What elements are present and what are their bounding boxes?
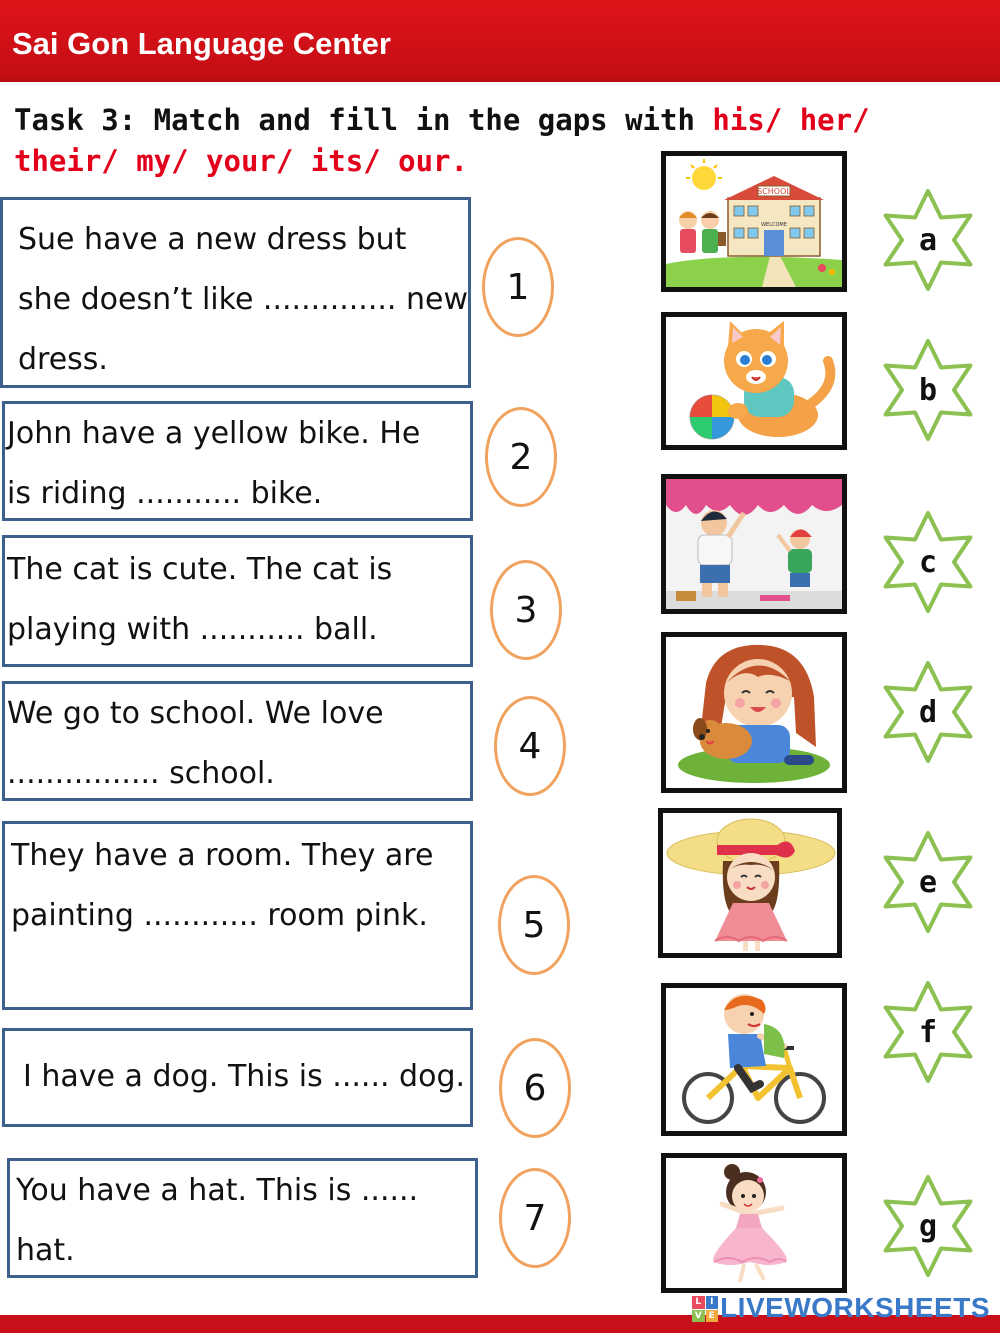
cat-with-ball-picture[interactable] — [661, 312, 847, 450]
sentence-line: We go to school. We love — [7, 696, 384, 731]
sentence-line: dress. — [18, 342, 108, 377]
sentence-line: John have a yellow bike. He — [7, 416, 421, 451]
star-letter-f[interactable] — [876, 980, 980, 1084]
sentence-line: is riding ........... bike. — [7, 476, 323, 511]
letter-label: f — [918, 1014, 938, 1050]
sentence-box-2[interactable] — [2, 401, 473, 521]
girl-with-hat-picture[interactable] — [658, 808, 842, 958]
header-bar — [0, 0, 1000, 78]
sentence-box-5[interactable] — [2, 821, 473, 1010]
sentence-line: You have a hat. This is ...... — [16, 1173, 419, 1208]
svg-text:WELCOME: WELCOME — [761, 222, 787, 228]
letter-label: b — [918, 372, 938, 408]
sentence-line: The cat is cute. The cat is — [7, 552, 393, 587]
sentence-box-3[interactable] — [2, 535, 473, 667]
letter-label: c — [918, 544, 938, 580]
sentence-box-4[interactable] — [2, 681, 473, 801]
letter-label: d — [918, 694, 938, 730]
sentence-line: Sue have a new dress but — [18, 222, 407, 257]
sentence-line: ................ school. — [7, 756, 275, 791]
star-letter-g[interactable] — [876, 1174, 980, 1278]
star-letter-a[interactable] — [876, 188, 980, 292]
letter-label: e — [918, 864, 938, 900]
sentence-box-7[interactable] — [7, 1158, 478, 1278]
boy-riding-bike-picture[interactable] — [661, 983, 847, 1136]
star-letter-e[interactable] — [876, 830, 980, 934]
children-painting-wall-picture[interactable] — [661, 474, 847, 614]
star-letter-c[interactable] — [876, 510, 980, 614]
sentence-line: painting ............ room pink. — [11, 898, 428, 933]
sentence-box-6[interactable] — [2, 1028, 473, 1127]
sentence-line: playing with ........... ball. — [7, 612, 378, 647]
liveworksheets-logo[interactable]: LIVEWORKSHEETS — [720, 1292, 990, 1323]
pronoun-options: his/ her/ their/ my/ your/ its/ our. — [14, 103, 870, 178]
sentence-line: They have a room. They are — [11, 838, 434, 873]
letter-label: g — [918, 1208, 938, 1244]
school-picture[interactable] — [661, 151, 847, 292]
sentence-line: hat. — [16, 1233, 75, 1268]
number-circle-6[interactable]: 6 — [499, 1038, 571, 1138]
number-circle-7[interactable]: 7 — [499, 1168, 571, 1268]
star-letter-d[interactable] — [876, 660, 980, 764]
number-circle-1[interactable]: 1 — [482, 237, 554, 337]
number-circle-3[interactable]: 3 — [490, 560, 562, 660]
header-divider — [0, 78, 1000, 82]
girl-hugging-dog-picture[interactable] — [661, 632, 847, 793]
sentence-line: she doesn’t like .............. new — [18, 282, 468, 317]
number-circle-5[interactable]: 5 — [498, 875, 570, 975]
task-prefix: Task 3: Match and fill in the gaps with — [14, 103, 713, 137]
svg-text:SCHOOL: SCHOOL — [757, 187, 791, 196]
number-circle-4[interactable]: 4 — [494, 696, 566, 796]
girl-in-pink-dress-picture[interactable] — [661, 1153, 847, 1293]
sentence-box-1[interactable] — [0, 197, 471, 388]
liveworksheets-badge-icon: L I V E — [692, 1296, 718, 1322]
number-circle-2[interactable]: 2 — [485, 407, 557, 507]
sentence-line: I have a dog. This is ...... dog. — [23, 1059, 466, 1094]
letter-label: a — [918, 222, 938, 258]
star-letter-b[interactable] — [876, 338, 980, 442]
center-title: Sai Gon Language Center — [12, 26, 391, 61]
